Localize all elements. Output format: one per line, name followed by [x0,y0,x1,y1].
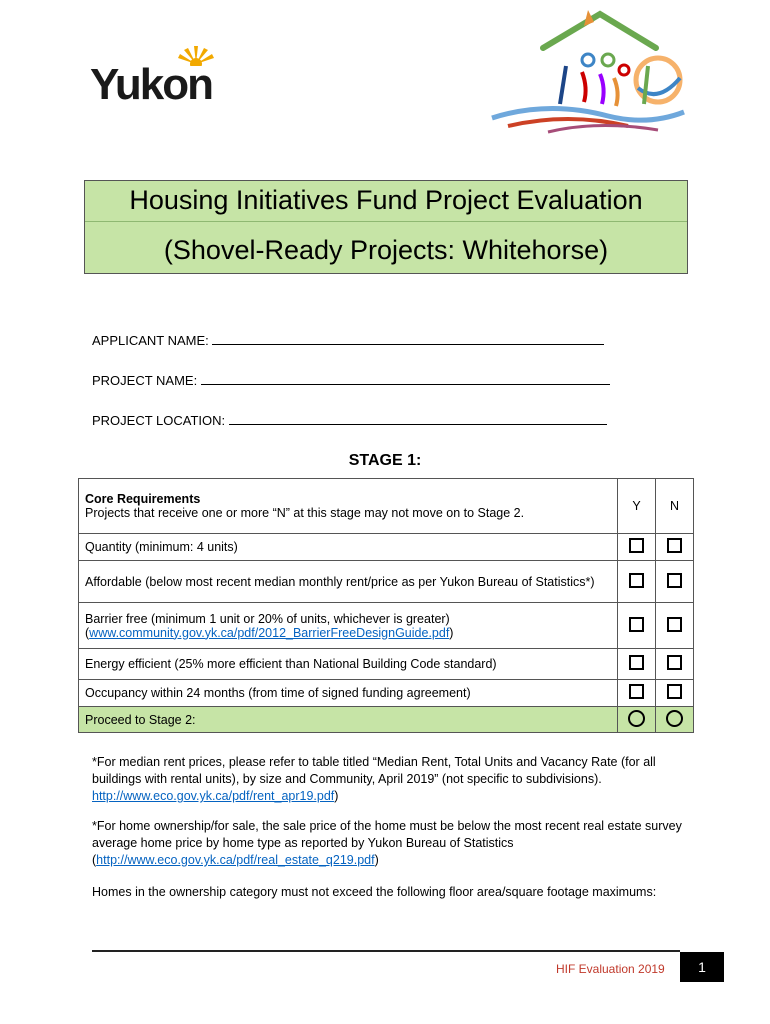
home-note-text: *For home ownership/for sale, the sale price of the home must be below the most recent real estate survey average home price by home type as reported by Yukon Bureau of Statistics [92,819,682,850]
project-location-field[interactable] [92,412,607,428]
page-number: 1 [680,952,724,982]
link-prefix: ( [85,625,90,640]
row-text: Quantity (minimum: 4 units) [79,534,618,561]
yukon-logo [88,42,233,109]
row-text: Affordable (below most recent median monthly rent/price as per Yukon Bureau of Statistics*) [79,561,618,603]
checkbox-n[interactable] [667,684,682,699]
page-subtitle: (Shovel-Ready Projects: Whitehorse) [163,235,609,265]
col-y-header: Y [618,479,656,534]
project-location-line[interactable] [229,412,607,425]
table-row [79,561,694,603]
checkbox-y[interactable] [629,655,644,670]
title-divider [85,221,687,222]
link-suffix: ) [449,625,454,640]
home-link[interactable]: http://www.eco.gov.yk.ca/pdf/real_estate_q219.pdf [96,853,375,867]
table-row [79,649,694,680]
applicant-name-line[interactable] [212,332,604,345]
radio-proceed-n[interactable] [666,710,683,727]
header-cell [79,479,618,534]
table-row [79,680,694,707]
checkbox-y[interactable] [629,684,644,699]
applicant-name-label: APPLICANT NAME: [92,333,209,348]
ownership-note: Homes in the ownership category must not exceed the following floor area/square footage maximums: [92,885,657,899]
table-row [79,534,694,561]
core-requirements-title: Core Requirements [85,492,201,506]
footer-label: HIF Evaluation 2019 [556,962,665,976]
checkbox-y[interactable] [629,538,644,553]
stage-heading: STAGE 1: [348,452,422,469]
barrier-free-guide-link[interactable]: www.community.gov.yk.ca/pdf/2012_BarrierFreeDesignGuide.pdf [89,625,450,640]
checkbox-n[interactable] [667,573,682,588]
applicant-name-field[interactable] [92,332,604,348]
footer-rule [92,950,680,952]
row-text: Occupancy within 24 months (from time of signed funding agreement) [79,680,618,707]
checkbox-n[interactable] [667,538,682,553]
checkbox-y[interactable] [629,573,644,588]
project-name-label: PROJECT NAME: [92,373,198,388]
row-text: Energy efficient (25% more efficient than National Building Code standard) [79,649,618,680]
row-text: Barrier free (minimum 1 unit or 20% of units, whichever is greater) [85,611,450,626]
core-requirements-desc: Projects that receive one or more “N” at this stage may not move on to Stage 2. [85,506,525,520]
checkbox-n[interactable] [667,655,682,670]
proceed-label: Proceed to Stage 2: [79,707,618,733]
home-note: *For home ownership/for sale, the sale price of the home must be below the most recent real estate survey average home price by home type as reported by Yukon Bureau of Statistics (http://www.eco.gov.yk.ca/pdf/real_estate_q219.pdf) [92,819,682,867]
rent-note-text: *For median rent prices, please refer to table titled “Median Rent, Total Units and Vacancy Rate (for all buildings with rental units), by size and Community, April 2019” (not specific to subdivisions). [92,755,656,786]
requirements-table [78,478,694,733]
row-text-cell [79,603,618,649]
table-header-row [79,479,694,534]
project-name-line[interactable] [201,372,610,385]
project-name-field[interactable] [92,372,610,388]
table-row [79,603,694,649]
house-logo-icon [488,8,688,136]
col-n-header: N [656,479,694,534]
proceed-row [79,707,694,733]
page-title: Housing Initiatives Fund Project Evaluation [129,185,643,215]
checkbox-n[interactable] [667,617,682,632]
rent-note: *For median rent prices, please refer to table titled “Median Rent, Total Units and Vacancy Rate (for all buildings with rental units), by size and Community, April 2019” (not specific to subdivisions). http://www.eco.gov.yk.ca/pdf/rent_apr19.pdf) [92,755,656,803]
title-box [84,180,688,274]
radio-proceed-y[interactable] [628,710,645,727]
checkbox-y[interactable] [629,617,644,632]
rent-link[interactable]: http://www.eco.gov.yk.ca/pdf/rent_apr19.pdf [92,789,335,803]
project-location-label: PROJECT LOCATION: [92,413,226,428]
yukon-wordmark: Yukon [90,60,213,109]
